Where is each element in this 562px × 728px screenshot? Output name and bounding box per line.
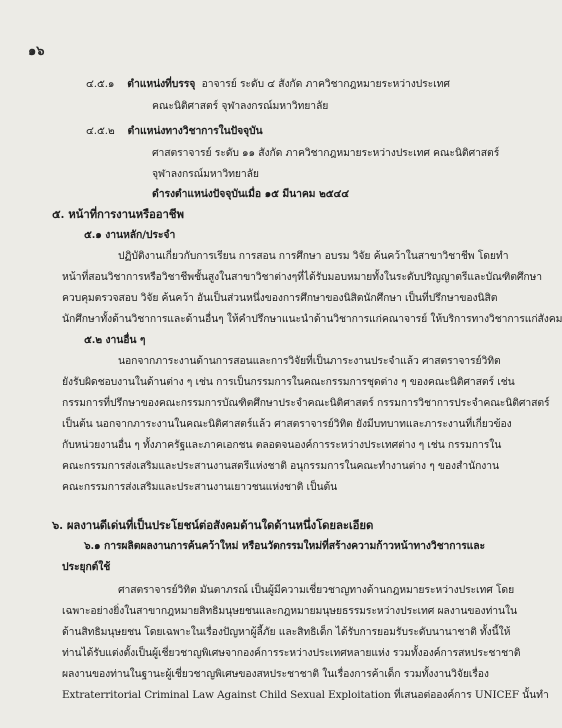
section-5-2-line: ยังรับผิดชอบงานในด้านต่าง ๆ เช่น การเป็นกรรมการในคณะกรรมการชุดต่าง ๆ ของคณะนิติศาสตร์ เช่น — [62, 376, 515, 388]
section-5-1-line: ปฏิบัติงานเกี่ยวกับการเรียน การสอน การศึกษา อบรม วิจัย ค้นคว้าในสาขาวิชาชีพ โดยทำ — [118, 250, 509, 262]
section-5-heading: ๕. หน้าที่การงานหรืออาชีพ — [52, 207, 184, 221]
section-5-2-line: กับหน่วยงานอื่น ๆ ทั้งภาครัฐและภาคเอกชน ตลอดจนองค์การระหว่างประเทศต่าง ๆ เช่น กรรมการใน — [62, 439, 502, 451]
item-4-5-2-label: ตำแหน่งทางวิชาการในปัจจุบัน — [127, 125, 263, 137]
section-6-1-line: ผลงานของท่านในฐานะผู้เชี่ยวชาญพิเศษของสหประชาชาติ ในเรื่องการค้าเด็ก รวมทั้งงานวิจัยเรื่อง — [62, 668, 489, 680]
section-6-1-line: ท่านได้รับแต่งตั้งเป็นผู้เชี่ยวชาญพิเศษจากองค์การระหว่างประเทศหลายแห่ง รวมทั้งองค์การสหประชาชาติ — [62, 647, 521, 659]
section-5-2-heading: ๕.๒ งานอื่น ๆ — [84, 334, 146, 346]
section-6-1-line: เฉพาะอย่างยิ่งในสาขากฎหมายสิทธิมนุษยชนและกฎหมายมนุษยธรรมระหว่างประเทศ ผลงานของท่านใน — [62, 605, 517, 617]
section-5-2-line: กรรมการที่ปรึกษาของคณะกรรมการบัณฑิตศึกษาประจำคณะนิติศาสตร์ กรรมการวิชาการประจำคณะนิติศาสตร์ — [62, 397, 550, 409]
item-4-5-1-label: ตำแหน่งที่บรรจุ — [127, 78, 196, 90]
section-5-2-line: คณะกรรมการส่งเสริมและประสานงานสตรีแห่งชาติ อนุกรรมการในคณะทำงานต่าง ๆ ของสำนักงาน — [62, 460, 499, 472]
item-4-5-1-line2: คณะนิติศาสตร์ จุฬาลงกรณ์มหาวิทยาลัย — [152, 100, 329, 112]
section-5-2-line: เป็นต้น นอกจากภาระงานในคณะนิติศาสตร์แล้ว ศาสตราจารย์วิทิต ยังมีบทบาทและภาระงานที่เกี่ยวข้อง — [62, 418, 512, 430]
item-4-5-2-line1: ศาสตราจารย์ ระดับ ๑๑ สังกัด ภาควิชากฎหมายระหว่างประเทศ คณะนิติศาสตร์ — [152, 147, 500, 159]
section-5-1-line: หน้าที่สอนวิชาการหรือวิชาชีพชั้นสูงในสาขาวิชาต่างๆที่ได้รับมอบหมายทั้งในระดับปริญญาตรีและบัณฑิตศึกษา — [62, 271, 543, 283]
section-6-1-heading-line1: ๖.๑ การผลิตผลงานการค้นคว้าใหม่ หรือนวัตกรรมใหม่ที่สร้างความก้าวหน้าทางวิชาการและ — [84, 540, 486, 552]
page-number: ๑๖ — [28, 44, 45, 59]
item-4-5-2-line2: จุฬาลงกรณ์มหาวิทยาลัย — [152, 168, 259, 180]
item-4-5-2 — [86, 124, 263, 138]
section-6-1-line: ด้านสิทธิมนุษยชน โดยเฉพาะในเรื่องปัญหาผู้ลี้ภัย และสิทธิเด็ก ได้รับการยอมรับระดับนานาชาติ ทั้งนี้ให้ — [62, 626, 511, 638]
section-5-1-heading: ๕.๑ งานหลัก/ประจำ — [84, 229, 176, 241]
section-5-2-line: คณะกรรมการส่งเสริมและประสานงานเยาวชนแห่งชาติ เป็นต้น — [62, 481, 338, 493]
section-5-1-line: ควบคุมตรวจสอบ วิจัย ค้นคว้า อันเป็นส่วนหนึ่งของการศึกษาของนิสิตนักศึกษา เป็นที่ปรึกษาของนิสิต — [62, 292, 498, 304]
item-4-5-2-line3: ดำรงตำแหน่งปัจจุบันเมื่อ ๑๕ มีนาคม ๒๕๔๔ — [152, 188, 349, 200]
section-6-1-line: Extraterritorial Criminal Law Against Child Sexual Exploitation ที่เสนอต่อองค์การ UNICEF นั้นทำ — [62, 689, 549, 701]
section-6-1-line: ศาสตราจารย์วิทิต มันตาภรณ์ เป็นผู้มีความเชี่ยวชาญทางด้านกฎหมายระหว่างประเทศ โดย — [118, 584, 515, 596]
item-4-5-1-number: ๔.๕.๑ — [86, 78, 115, 90]
section-6-heading: ๖. ผลงานดีเด่นที่เป็นประโยชน์ต่อสังคมด้านใดด้านหนึ่งโดยละเอียด — [52, 518, 374, 532]
section-5-2-line: นอกจากภาระงานด้านการสอนและการวิจัยที่เป็นภาระงานประจำแล้ว ศาสตราจารย์วิทิต — [118, 355, 501, 367]
section-5-1-line: นักศึกษาทั้งด้านวิชาการและด้านอื่นๆ ให้คำปรึกษาแนะนำด้านวิชาการแก่คณาจารย์ ให้บริการทางวิชาการแก่สังคม — [62, 313, 562, 325]
section-6-1-heading-line2: ประยุกต์ใช้ — [62, 561, 111, 573]
item-4-5-2-number: ๔.๕.๒ — [86, 125, 115, 137]
item-4-5-1-text: อาจารย์ ระดับ ๔ สังกัด ภาควิชากฎหมายระหว่างประเทศ — [201, 78, 450, 90]
item-4-5-1 — [86, 77, 450, 91]
